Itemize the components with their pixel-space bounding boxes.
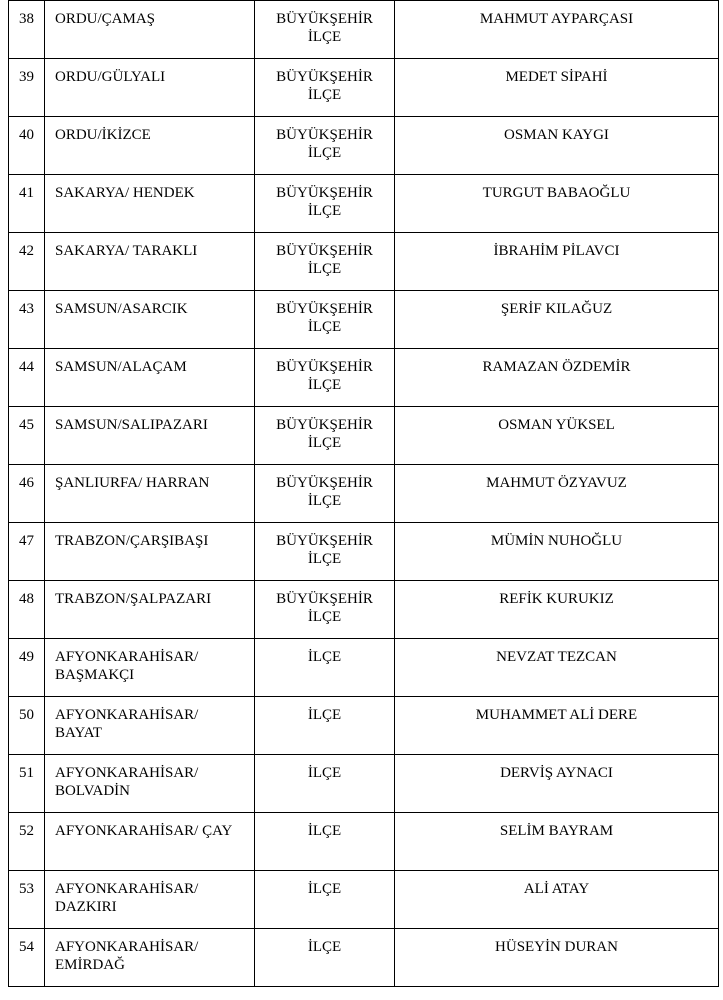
table-row [9, 349, 719, 407]
row-number: 40 [9, 117, 45, 175]
table-row [9, 929, 719, 987]
district-cell: AFYONKARAHİSAR/ DAZKIRI [45, 871, 255, 929]
municipality-type-cell: BÜYÜKŞEHİR İLÇE [255, 465, 395, 523]
municipality-type-cell: BÜYÜKŞEHİR İLÇE [255, 233, 395, 291]
row-number: 54 [9, 929, 45, 987]
row-number: 39 [9, 59, 45, 117]
municipality-type-cell: İLÇE [255, 871, 395, 929]
municipality-type-cell: BÜYÜKŞEHİR İLÇE [255, 1, 395, 59]
mayor-name-cell: MAHMUT AYPARÇASI [395, 1, 719, 59]
municipality-type-cell: BÜYÜKŞEHİR İLÇE [255, 581, 395, 639]
mayor-name-cell: SELİM BAYRAM [395, 813, 719, 871]
municipality-type-cell: BÜYÜKŞEHİR İLÇE [255, 407, 395, 465]
mayor-name-cell: MUHAMMET ALİ DERE [395, 697, 719, 755]
row-number: 51 [9, 755, 45, 813]
mayor-name-cell: MÜMİN NUHOĞLU [395, 523, 719, 581]
table-body [9, 1, 719, 987]
table-row [9, 59, 719, 117]
municipality-type-cell: İLÇE [255, 639, 395, 697]
row-number: 41 [9, 175, 45, 233]
district-cell: SAKARYA/ HENDEK [45, 175, 255, 233]
municipality-type-cell: BÜYÜKŞEHİR İLÇE [255, 117, 395, 175]
table-row [9, 465, 719, 523]
row-number: 44 [9, 349, 45, 407]
municipality-type-cell: BÜYÜKŞEHİR İLÇE [255, 291, 395, 349]
table-row [9, 813, 719, 871]
district-cell: AFYONKARAHİSAR/ ÇAY [45, 813, 255, 871]
row-number: 43 [9, 291, 45, 349]
row-number: 47 [9, 523, 45, 581]
mayor-name-cell: HÜSEYİN DURAN [395, 929, 719, 987]
mayor-name-cell: ŞERİF KILAĞUZ [395, 291, 719, 349]
table-row [9, 523, 719, 581]
municipality-type-cell: İLÇE [255, 929, 395, 987]
district-cell: TRABZON/ŞALPAZARI [45, 581, 255, 639]
row-number: 46 [9, 465, 45, 523]
district-cell: ŞANLIURFA/ HARRAN [45, 465, 255, 523]
mayor-name-cell: MEDET SİPAHİ [395, 59, 719, 117]
municipality-type-cell: İLÇE [255, 755, 395, 813]
table-row [9, 175, 719, 233]
row-number: 53 [9, 871, 45, 929]
municipality-type-cell: İLÇE [255, 813, 395, 871]
row-number: 38 [9, 1, 45, 59]
municipality-type-cell: BÜYÜKŞEHİR İLÇE [255, 59, 395, 117]
district-cell: SAKARYA/ TARAKLI [45, 233, 255, 291]
district-cell: AFYONKARAHİSAR/ BAYAT [45, 697, 255, 755]
mayor-name-cell: MAHMUT ÖZYAVUZ [395, 465, 719, 523]
table-row [9, 1, 719, 59]
district-cell: AFYONKARAHİSAR/ BAŞMAKÇI [45, 639, 255, 697]
municipality-type-cell: BÜYÜKŞEHİR İLÇE [255, 349, 395, 407]
municipality-type-cell: İLÇE [255, 697, 395, 755]
mayor-name-cell: TURGUT BABAOĞLU [395, 175, 719, 233]
table-row [9, 639, 719, 697]
district-cell: AFYONKARAHİSAR/ EMİRDAĞ [45, 929, 255, 987]
table-row [9, 871, 719, 929]
table-row [9, 117, 719, 175]
mayor-name-cell: RAMAZAN ÖZDEMİR [395, 349, 719, 407]
row-number: 49 [9, 639, 45, 697]
mayor-name-cell: NEVZAT TEZCAN [395, 639, 719, 697]
table-row [9, 407, 719, 465]
mayor-name-cell: DERVİŞ AYNACI [395, 755, 719, 813]
mayor-name-cell: İBRAHİM PİLAVCI [395, 233, 719, 291]
table-row [9, 755, 719, 813]
row-number: 50 [9, 697, 45, 755]
mayor-name-cell: ALİ ATAY [395, 871, 719, 929]
district-cell: ORDU/GÜLYALI [45, 59, 255, 117]
table-row [9, 233, 719, 291]
district-cell: AFYONKARAHİSAR/ BOLVADİN [45, 755, 255, 813]
table-row [9, 581, 719, 639]
table-row [9, 291, 719, 349]
municipality-type-cell: BÜYÜKŞEHİR İLÇE [255, 523, 395, 581]
mayor-name-cell: REFİK KURUKIZ [395, 581, 719, 639]
district-cell: ORDU/ÇAMAŞ [45, 1, 255, 59]
district-cell: ORDU/İKİZCE [45, 117, 255, 175]
row-number: 48 [9, 581, 45, 639]
mayor-name-cell: OSMAN KAYGI [395, 117, 719, 175]
row-number: 45 [9, 407, 45, 465]
district-cell: SAMSUN/SALIPAZARI [45, 407, 255, 465]
mayor-name-cell: OSMAN YÜKSEL [395, 407, 719, 465]
district-cell: SAMSUN/ASARCIK [45, 291, 255, 349]
row-number: 42 [9, 233, 45, 291]
row-number: 52 [9, 813, 45, 871]
district-cell: SAMSUN/ALAÇAM [45, 349, 255, 407]
district-cell: TRABZON/ÇARŞIBAŞI [45, 523, 255, 581]
municipality-type-cell: BÜYÜKŞEHİR İLÇE [255, 175, 395, 233]
mayor-list-table [8, 0, 719, 987]
table-row [9, 697, 719, 755]
